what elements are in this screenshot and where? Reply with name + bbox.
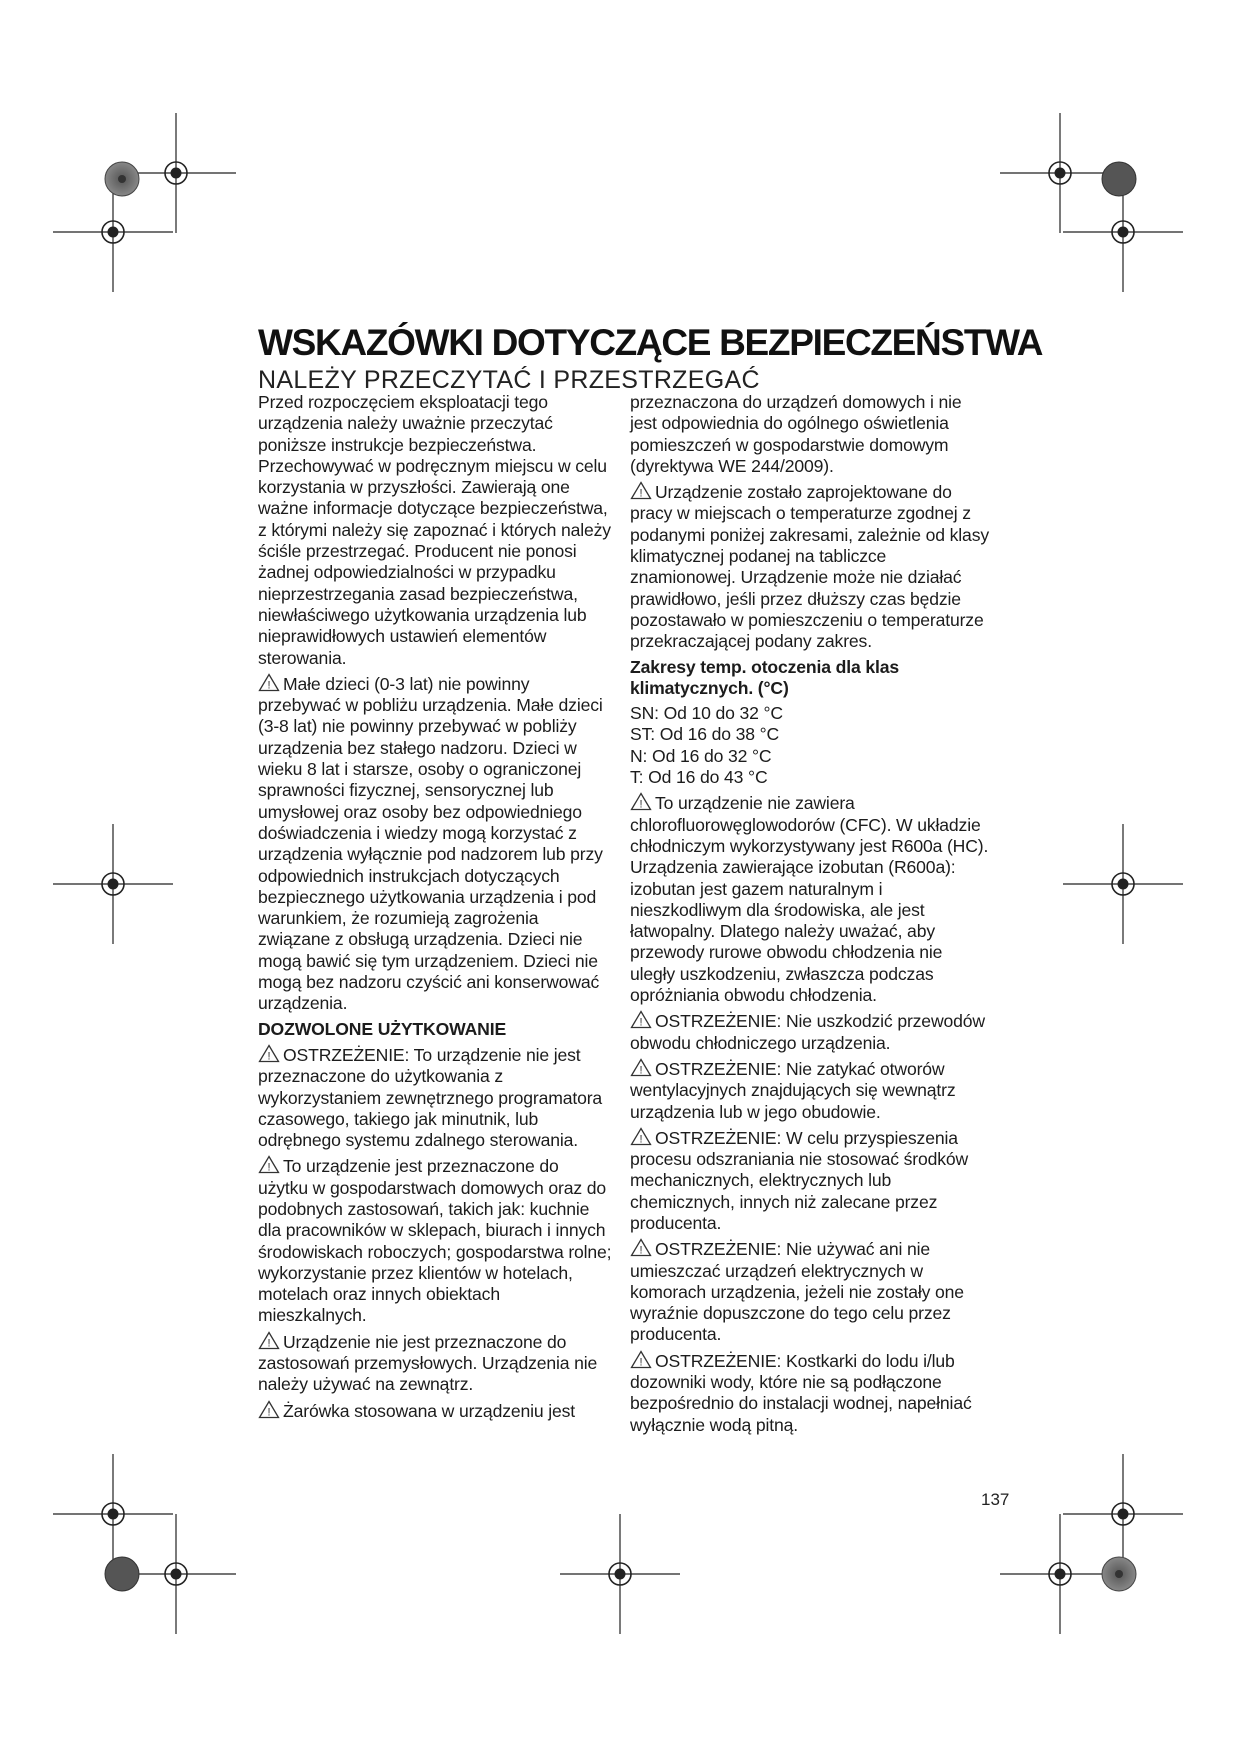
warning-triangle-icon [258, 1155, 280, 1174]
svg-text:!: ! [639, 1064, 643, 1077]
warning-triangle-icon [630, 1238, 652, 1257]
left-column [258, 392, 612, 1426]
page-number: 137 [981, 1490, 1010, 1509]
svg-text:!: ! [267, 1161, 271, 1174]
climate-classes-heading: Zakresy temp. otoczenia dla klas klimatycznych. (°C) [630, 656, 899, 698]
allowed-use-heading: DOZWOLONE UŻYTKOWANIE [258, 1018, 507, 1039]
warning-triangle-icon [258, 1400, 280, 1419]
timer-warning-paragraph: ! OSTRZEŻENIE: To urządzenie nie jest przeznaczone do użytkowania z wykorzystaniem zewnętrznego programatora czasowego, takiego jak minutnik, lub odrębnego systemu zdalnego sterowania. [258, 1044, 603, 1151]
climate-class-st: ST: Od 16 do 38 °C [630, 724, 780, 745]
color-bar-circle-top-left [104, 161, 140, 197]
svg-text:!: ! [639, 1016, 643, 1029]
page-title: WSKAZÓWKI DOTYCZĄCE BEZPIECZEŃSTWA [258, 322, 1043, 363]
climate-paragraph: ! Urządzenie zostało zaprojektowane do pracy w miejscach o temperaturze zgodnej z podanymi poniżej zakresami, zależnie od klasy klimatycznej podanej na tabliczce znamionowej. Urządzenie może nie działać prawidłowo, jeśli przez dłuższy czas będzie pozostawało w pomieszczeniu o temperaturze przekraczającej podany zakres. [630, 482, 989, 652]
warning-circuit-paragraph: ! OSTRZEŻENIE: Nie uszkodzić przewodów obwodu chłodniczego urządzenia. [630, 1011, 985, 1053]
right-column [630, 392, 990, 1440]
svg-text:!: ! [639, 798, 643, 811]
warning-triangle-icon [630, 481, 652, 500]
warning-vents-paragraph: ! OSTRZEŻENIE: Nie zatykać otworów wentylacyjnych znajdujących się wewnątrz urządzenia lub w jego obudowie. [630, 1058, 956, 1122]
children-paragraph: ! Małe dzieci (0-3 lat) nie powinny przebywać w pobliżu urządzenia. Małe dzieci (3-8 lat) nie powinny przebywać w pobliży urządzenia bez stałego nadzoru. Dzieci w wieku 8 lat i starsze, osoby o ograniczonej sprawności fizycznej, sensorycznej lub umysłowej oraz osoby bez odpowiedniego doświadczenia i wiedzy mogą korzystać z urządzenia wyłącznie pod nadzorem lub przy odpowiednich instrukcjach dotyczących bezpiecznego użytkowania urządzenia i pod warunkiem, że rozumieją zagrożenia związane z obsługą urządzenia. Dzieci nie mogą bawić się tym urządzeniem. Dzieci nie mogą bez nadzoru czyścić ani konserwować urządzenia. [258, 673, 603, 1014]
bulb-paragraph-end: przeznaczona do urządzeń domowych i nie jest odpowiednia do ogólnego oświetlenia pomieszczeń w gospodarstwie domowym (dyrektywa WE 244/2009). [630, 392, 962, 476]
warning-electrical-paragraph: ! OSTRZEŻENIE: Nie używać ani nie umieszczać urządzeń elektrycznych w komorach urządzenia, jeżeli nie zostały one wyraźnie dopuszczone do tego celu przez producenta. [630, 1239, 964, 1345]
warning-triangle-icon [630, 1058, 652, 1077]
warning-defrost-paragraph: ! OSTRZEŻENIE: W celu przyspieszenia procesu odszraniania nie stosować środków mechanicznych, elektrycznych lub chemicznych, innych niż zalecane przez producenta. [630, 1127, 969, 1233]
color-bar-circle-bottom-right [1101, 1556, 1137, 1592]
climate-class-sn: SN: Od 10 do 32 °C [630, 703, 783, 724]
svg-text:!: ! [639, 1133, 643, 1146]
household-use-paragraph: ! To urządzenie jest przeznaczone do użytku w gospodarstwach domowych oraz do podobnych zastosowań, takich jak: kuchnie dla pracowników w sklepach, biurach i innych środowiskach roboczych; gospodarstwa rolne; wykorzystanie przez klientów w hotelach, motelach oraz innych obiektach mieszkalnych. [258, 1156, 612, 1326]
refrigerant-paragraph: ! To urządzenie nie zawiera chlorofluorowęglowodorów (CFC). W układzie chłodniczym wykorzystywany jest R600a (HC). Urządzenia zawierające izobutan (R600a): izobutan jest gazem naturalnym i nieszkodliwym dla środowiska, ale jest łatwopalny. Dlatego należy uważać, aby przewody rurowe obwodu chłodzenia nie uległy uszkodzeniu, zwłaszcza podczas opróżniania obwodu chłodzenia. [630, 793, 989, 1006]
warning-triangle-icon [258, 1331, 280, 1350]
warning-triangle-icon [258, 673, 280, 692]
climate-class-n: N: Od 16 do 32 °C [630, 745, 772, 766]
not-industrial-paragraph: ! Urządzenie nie jest przeznaczone do zastosowań przemysłowych. Urządzenia nie należy używać na zewnątrz. [258, 1331, 598, 1395]
svg-text:!: ! [267, 1406, 271, 1419]
registration-mark-middle-right [1063, 824, 1183, 944]
svg-text:!: ! [267, 1050, 271, 1063]
climate-class-t: T: Od 16 do 43 °C [630, 767, 768, 788]
svg-text:!: ! [267, 679, 271, 692]
svg-text:!: ! [639, 1356, 643, 1369]
color-bar-circle-top-right [1101, 161, 1137, 197]
registration-mark-middle-left [53, 824, 173, 944]
bulb-paragraph-start: ! Żarówka stosowana w urządzeniu jest [258, 1400, 612, 1422]
svg-text:!: ! [267, 1337, 271, 1350]
svg-text:!: ! [639, 487, 643, 500]
warning-triangle-icon [258, 1044, 280, 1063]
warning-triangle-icon [630, 1010, 652, 1029]
registration-mark-bottom-center [560, 1514, 680, 1634]
page-subtitle: NALEŻY PRZECZYTAĆ I PRZESTRZEGAĆ [258, 366, 760, 394]
svg-text:!: ! [639, 1244, 643, 1257]
warning-icemaker-paragraph: ! OSTRZEŻENIE: Kostkarki do lodu i/lub dozowniki wody, które nie są podłączone bezpośrednio do instalacji wodnej, napełniać wyłącznie wodą pitną. [630, 1350, 972, 1435]
warning-triangle-icon [630, 1127, 652, 1146]
warning-triangle-icon [630, 792, 652, 811]
warning-triangle-icon [630, 1350, 652, 1369]
color-bar-circle-bottom-left [104, 1556, 140, 1592]
intro-paragraph: Przed rozpoczęciem eksploatacji tego urządzenia należy uważnie przeczytać poniższe instrukcje bezpieczeństwa. Przechowywać w podręcznym miejscu w celu korzystania w przyszłości. Zawierają one ważne informacje dotyczące bezpieczeństwa, z którymi należy się zapoznać i których należy ściśle przestrzegać. Producent nie ponosi żadnej odpowiedzialności w przypadku nieprzestrzegania zasad bezpieczeństwa, niewłaściwego użytkowania urządzenia lub nieprawidłowych ustawień elementów sterowania. [258, 392, 611, 668]
